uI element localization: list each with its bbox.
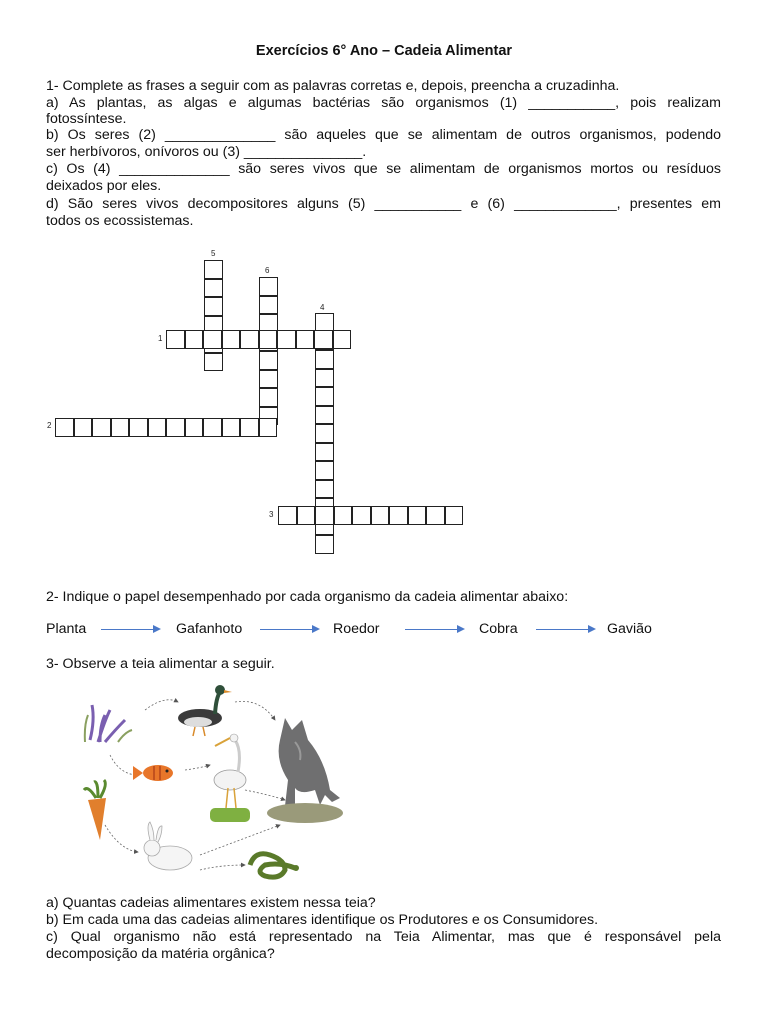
- arrow-icon: [536, 629, 594, 630]
- crossword-cell-5[interactable]: [204, 260, 223, 279]
- page-title: Exercícios 6° Ano – Cadeia Alimentar: [255, 43, 513, 59]
- crossword-cell-6[interactable]: [259, 388, 278, 407]
- crossword-cell-2[interactable]: [129, 418, 148, 437]
- arrow-icon: [405, 629, 463, 630]
- crossword-cell-2[interactable]: [185, 418, 204, 437]
- crossword-cell-4[interactable]: [315, 406, 334, 425]
- crossword-cell-3[interactable]: [408, 506, 427, 525]
- heron-icon: [210, 734, 250, 822]
- crossword-cell-2[interactable]: [240, 418, 259, 437]
- crossword-cell-4[interactable]: [315, 313, 334, 332]
- crossword-cell-3[interactable]: [278, 506, 297, 525]
- crossword-cell-1[interactable]: [166, 330, 185, 349]
- crossword-number-6: 6: [265, 266, 270, 275]
- crossword-cell-1[interactable]: [185, 330, 204, 349]
- crossword-cell-3[interactable]: [389, 506, 408, 525]
- crossword-cell-1[interactable]: [314, 330, 333, 349]
- crossword-cell-3[interactable]: [334, 506, 353, 525]
- question-1a-line-1: a) As plantas, as algas e algumas bactérias são organismos (1) ___________, pois realizam: [46, 95, 721, 111]
- rabbit-icon: [144, 822, 192, 870]
- crossword-cell-1[interactable]: [259, 330, 278, 349]
- crossword-cell-3[interactable]: [352, 506, 371, 525]
- crossword-cell-4[interactable]: [315, 424, 334, 443]
- crossword-cell-2[interactable]: [222, 418, 241, 437]
- question-3c-line-1: c) Qual organismo não está representado na Teia Alimentar, mas que é responsável pela: [46, 929, 721, 945]
- crossword-cell-2[interactable]: [148, 418, 167, 437]
- crossword-cell-6[interactable]: [259, 277, 278, 296]
- question-2-text: 2- Indique o papel desempenhado por cada organismo da cadeia alimentar abaixo:: [46, 589, 569, 605]
- crossword-cell-3[interactable]: [445, 506, 464, 525]
- crossword-cell-2[interactable]: [74, 418, 93, 437]
- crossword-cell-1[interactable]: [333, 330, 352, 349]
- wolf-icon: [267, 718, 343, 823]
- crossword-number-5: 5: [211, 249, 216, 258]
- algae-icon: [85, 705, 132, 742]
- crossword-cell-2[interactable]: [203, 418, 222, 437]
- crossword-cell-5[interactable]: [204, 279, 223, 298]
- crossword-cell-4[interactable]: [315, 535, 334, 554]
- food-web-illustration: [70, 680, 370, 890]
- crossword-cell-3[interactable]: [371, 506, 390, 525]
- arrow-icon: [101, 629, 159, 630]
- crossword-cell-3[interactable]: [315, 506, 334, 525]
- chain-gaviao: Gavião: [607, 621, 652, 637]
- crossword-cell-2[interactable]: [259, 418, 278, 437]
- crossword-cell-1[interactable]: [296, 330, 315, 349]
- crossword-cell-1[interactable]: [203, 330, 222, 349]
- crossword-cell-4[interactable]: [315, 387, 334, 406]
- question-1c-line-1: c) Os (4) ______________ são seres vivos que se alimentam de organismos mortos ou resíduos: [46, 161, 721, 177]
- crossword-cell-3[interactable]: [426, 506, 445, 525]
- crossword-cell-1[interactable]: [277, 330, 296, 349]
- question-3a: a) Quantas cadeias alimentares existem nessa teia?: [46, 895, 376, 911]
- crossword-number-1: 1: [158, 334, 163, 343]
- crossword-cell-4[interactable]: [315, 443, 334, 462]
- crossword-cell-2[interactable]: [111, 418, 130, 437]
- snake-icon: [250, 854, 299, 877]
- crossword-cell-5[interactable]: [204, 353, 223, 372]
- crossword-cell-4[interactable]: [315, 350, 334, 369]
- duck-icon: [178, 685, 232, 736]
- chain-roedor: Roedor: [333, 621, 380, 637]
- question-1d-line-2: todos os ecossistemas.: [46, 213, 194, 229]
- question-3-text: 3- Observe a teia alimentar a seguir.: [46, 656, 275, 672]
- crossword-number-2: 2: [47, 421, 52, 430]
- crossword-cell-4[interactable]: [315, 369, 334, 388]
- crossword-cell-2[interactable]: [92, 418, 111, 437]
- crossword-cell-6[interactable]: [259, 370, 278, 389]
- crossword-cell-1[interactable]: [222, 330, 241, 349]
- crossword-cell-4[interactable]: [315, 480, 334, 499]
- carrot-icon: [84, 780, 106, 840]
- crossword-number-3: 3: [269, 510, 274, 519]
- fish-icon: [133, 765, 173, 781]
- question-3c-line-2: decomposição da matéria orgânica?: [46, 946, 275, 962]
- crossword-cell-6[interactable]: [259, 351, 278, 370]
- chain-planta: Planta: [46, 621, 87, 637]
- question-1d-line-1: d) São seres vivos decompositores alguns (5) ___________ e (6) _____________, presentes em: [46, 196, 721, 212]
- crossword-cell-4[interactable]: [315, 461, 334, 480]
- question-1-intro: 1- Complete as frases a seguir com as palavras corretas e, depois, preencha a cruzadinha.: [46, 78, 620, 94]
- crossword-cell-6[interactable]: [259, 296, 278, 315]
- chain-cobra: Cobra: [479, 621, 518, 637]
- question-1b-line-1: b) Os seres (2) ______________ são aqueles que se alimentam de outros organismos, podendo: [46, 127, 721, 143]
- question-1c-line-2: deixados por eles.: [46, 178, 162, 194]
- question-3b: b) Em cada uma das cadeias alimentares identifique os Produtores e os Consumidores.: [46, 912, 599, 928]
- crossword-cell-2[interactable]: [55, 418, 74, 437]
- arrow-icon: [260, 629, 318, 630]
- crossword-cell-1[interactable]: [240, 330, 259, 349]
- crossword-cell-2[interactable]: [166, 418, 185, 437]
- crossword-cell-3[interactable]: [297, 506, 316, 525]
- chain-gafanhoto: Gafanhoto: [176, 621, 243, 637]
- question-1b-line-2: ser herbívoros, onívoros ou (3) _______________.: [46, 144, 367, 160]
- question-1a-line-2: fotossíntese.: [46, 111, 127, 127]
- crossword-cell-5[interactable]: [204, 297, 223, 316]
- crossword-number-4: 4: [320, 303, 325, 312]
